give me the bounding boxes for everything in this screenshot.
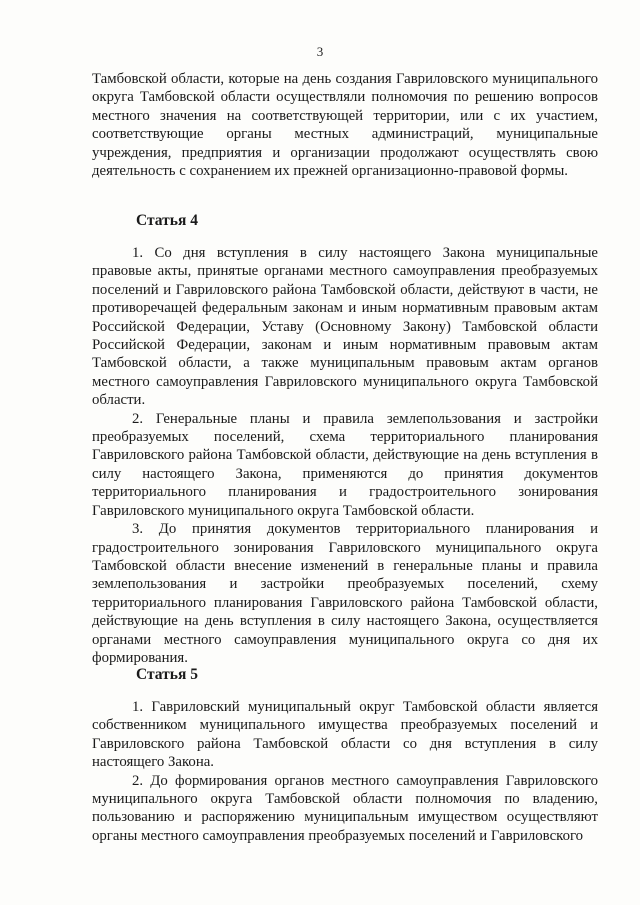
article-4-heading: Статья 4 [136, 212, 198, 229]
article-5-paragraph-2: 2. До формирования органов местного самоуправления Гавриловского муниципального округа Тамбовской области полномочия по владению, пользованию и распоряжению муниципальным имуществом осуществляют органы местного самоуправления преобразуемых поселений и Гавриловского [92, 772, 598, 844]
article-5-paragraph-1: 1. Гавриловский муниципальный округ Тамбовской области является собственником муниципального имущества преобразуемых поселений и Гавриловского района Тамбовской области со дня вступления в силу настоящего Закона. [92, 699, 598, 771]
continuation-block [92, 70, 598, 180]
article-4-paragraph-2: 2. Генеральные планы и правила землепользования и застройки преобразуемых поселений, схема территориального планирования Гавриловского района Тамбовской области, действующие на день вступления в силу настоящего Закона, применяются до принятия документов территориального планирования и градостроительного зонирования Гавриловского муниципального округа Тамбовской области. [92, 410, 598, 519]
article-4-body [92, 244, 598, 667]
article-5-body [92, 698, 598, 845]
article-4-paragraph-1: 1. Со дня вступления в силу настоящего Закона муниципальные правовые акты, принятые органами местного самоуправления преобразуемых поселений и Гавриловского района Тамбовской области, действуют в части, не противоречащей федеральным законам и иным нормативным правовым актам Российской Федерации, Уставу (Основному Закону) Тамбовской области Российской Федерации, законам и иным нормативным правовым актам Тамбовской области, а также муниципальным правовым актам органов местного самоуправления Гавриловского муниципального округа Тамбовской области. [92, 245, 598, 409]
page-number: 3 [316, 44, 324, 59]
article-4-paragraph-3: 3. До принятия документов территориального планирования и градостроительного зонирования Гавриловского муниципального округа Тамбовской области внесение изменений в генеральные планы и правила землепользования и застройки преобразуемых поселений, схему территориального планирования Гавриловского района Тамбовской области, действующие на день вступления в силу настоящего Закона, осуществляется органами местного самоуправления муниципального округа со дня их формирования. [92, 521, 598, 666]
article-5-heading: Статья 5 [136, 666, 198, 683]
continuation-paragraph: Тамбовской области, которые на день создания Гавриловского муниципального округа Тамбовской области осуществляли полномочия по решению вопросов местного значения на соответствующей территории, или с их участием, соответствующие органы местных администраций, муниципальные учреждения, предприятия и организации продолжают осуществлять свою деятельность с сохранением их прежней организационно-правовой формы. [92, 71, 598, 180]
